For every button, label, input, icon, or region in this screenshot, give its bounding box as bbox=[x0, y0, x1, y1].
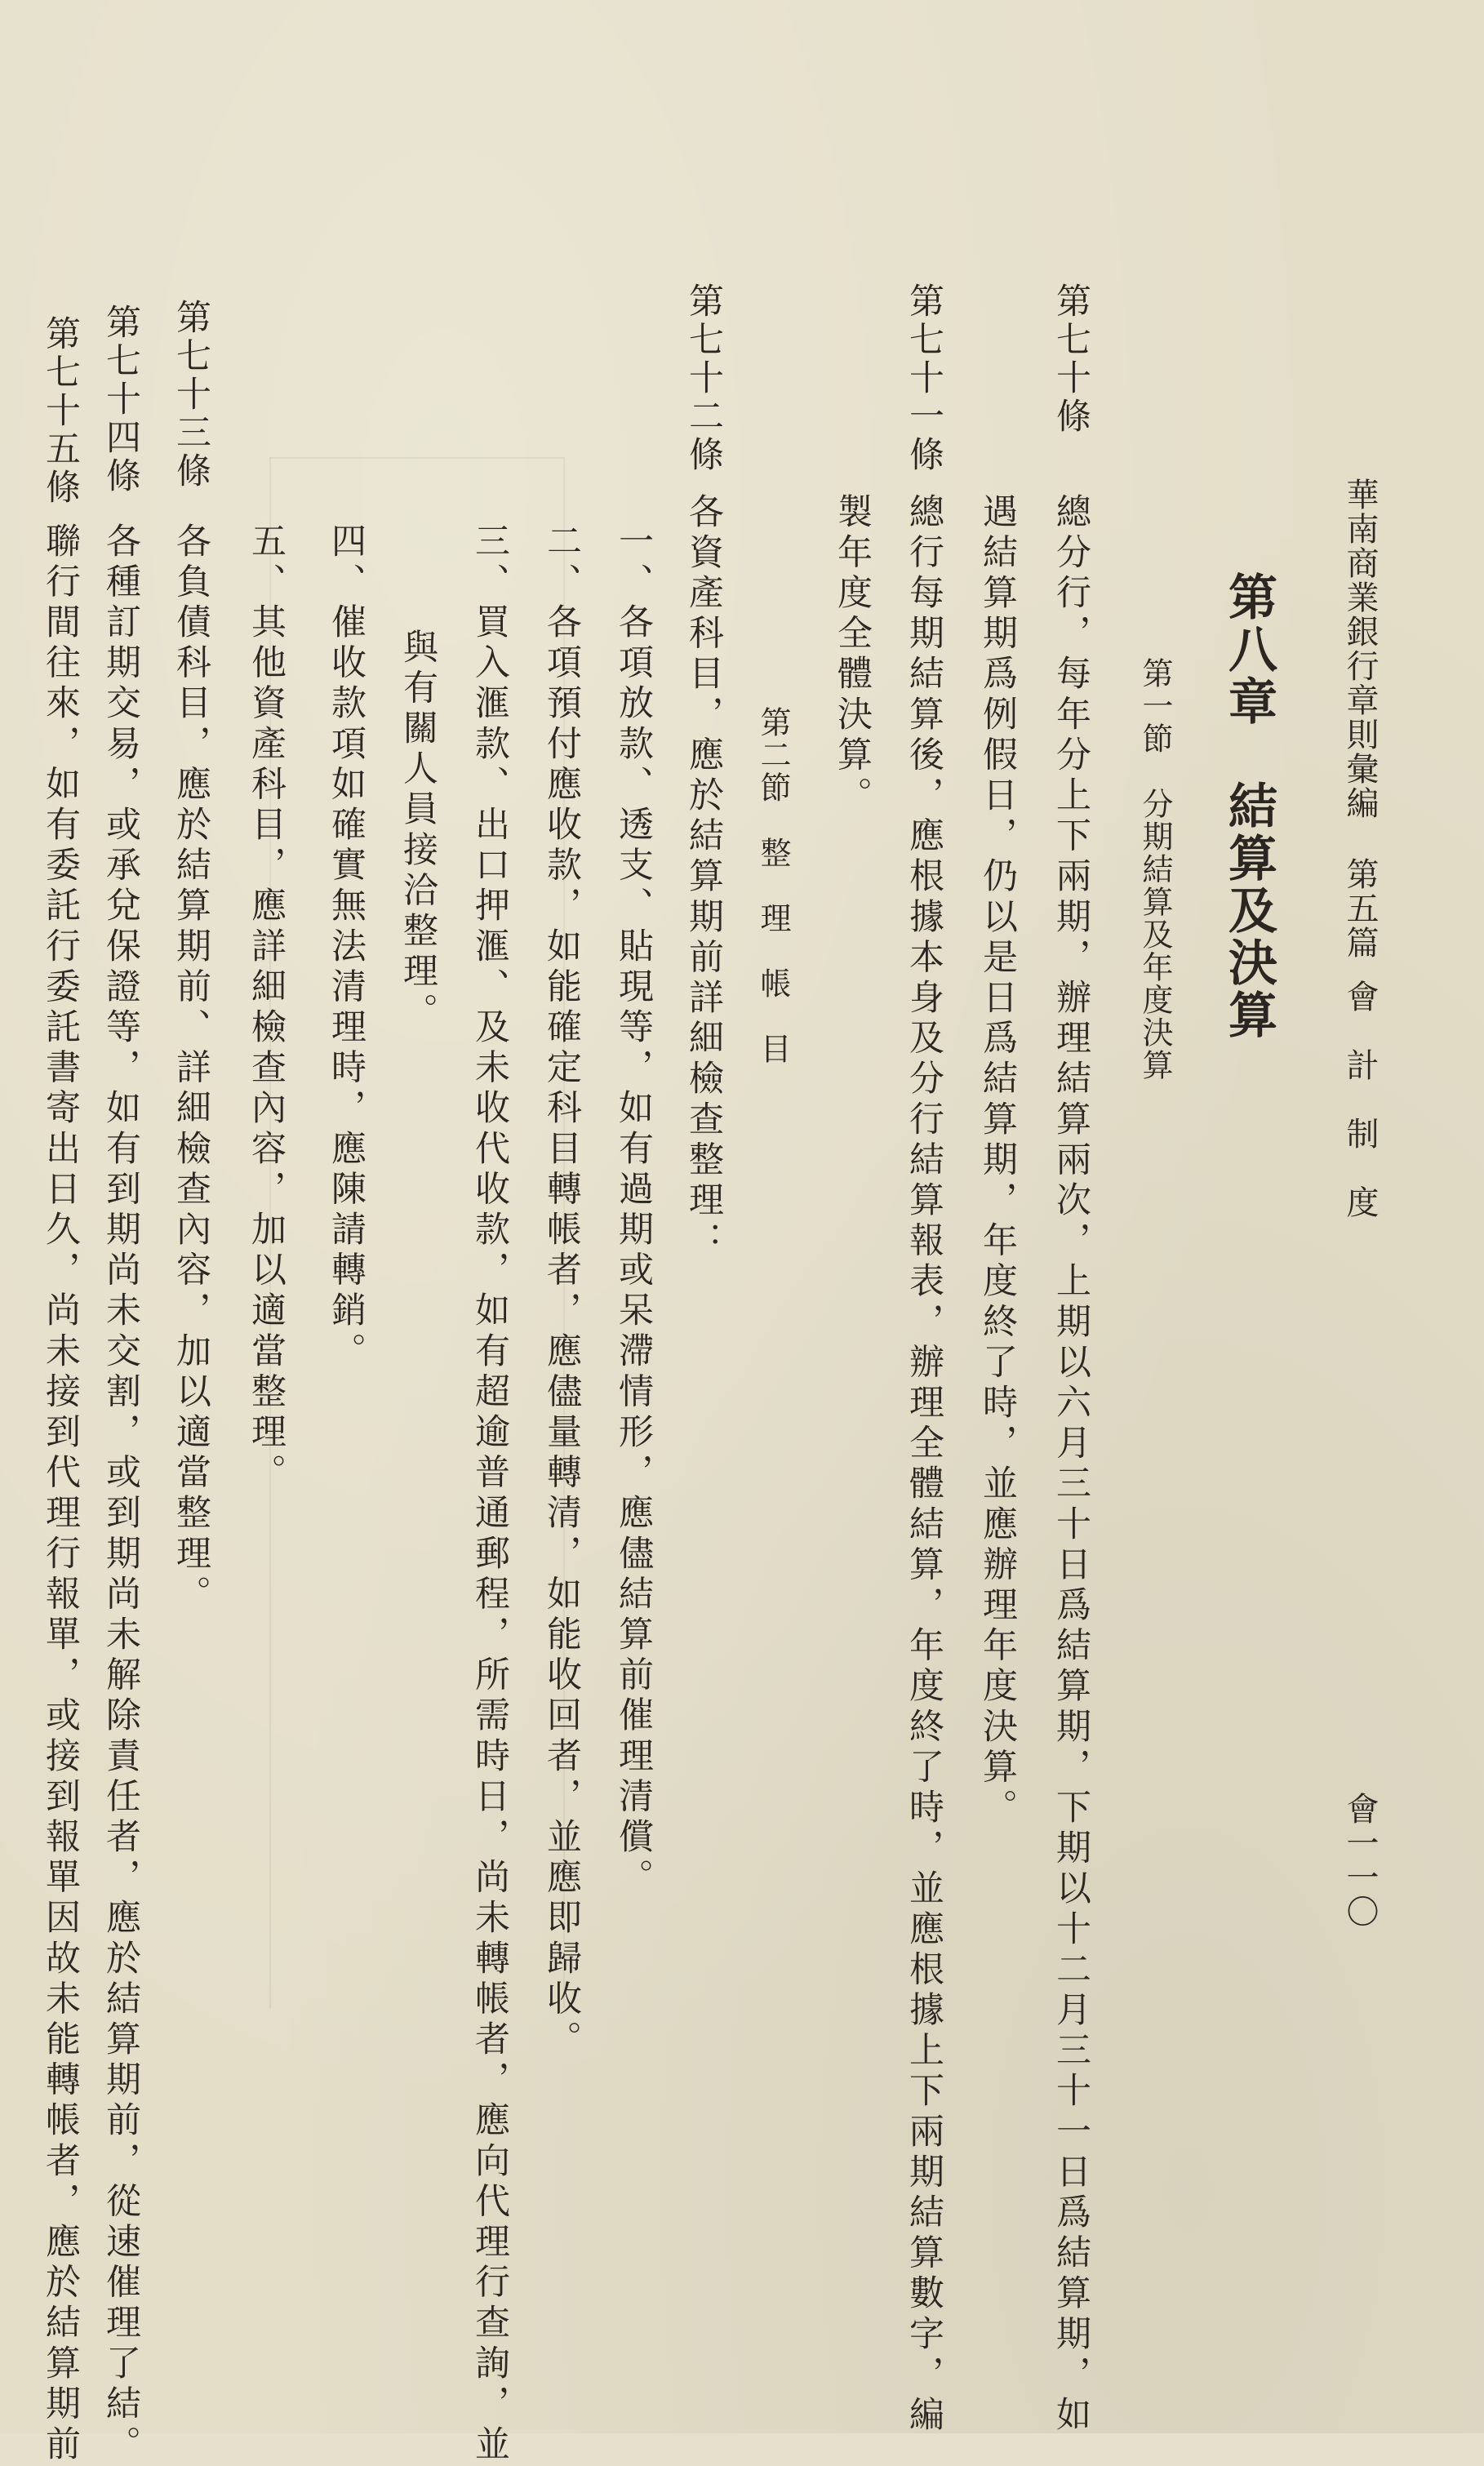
article-75-text: 聯行間往來，如有委託行委託書寄出日久，尚未接到代理行報單，或接到報單因故未能轉帳者，應於結算期前 bbox=[40, 522, 81, 2466]
section-2-title: 第二節 整 理 帳 目 bbox=[755, 706, 791, 1065]
article-74-label: 第七十四條 bbox=[100, 304, 141, 495]
article-72-item-1: 一、各項放款、透支、貼現等，如有過期或呆滯情形，應儘結算前催理清償。 bbox=[613, 522, 654, 1899]
article-71-label: 第七十一條 bbox=[904, 282, 944, 474]
article-72-item-2: 二、各項預付應收款，如能確定科目轉帳者，應儘量轉清，如能收回者，並應即歸收。 bbox=[541, 522, 582, 2061]
article-75-label: 第七十五條 bbox=[40, 315, 81, 507]
article-73-text: 各負債科目，應於結算期前、詳細檢查內容，加以適當整理。 bbox=[171, 522, 211, 1616]
article-72-item-3-continued: 與有關人員接洽整理。 bbox=[398, 629, 438, 1033]
article-72-item-5: 五、其他資產科目，應詳細檢查內容，加以適當整理。 bbox=[246, 522, 287, 1495]
article-72-intro: 各資產科目，應於結算期前詳細檢查整理： bbox=[683, 493, 724, 1263]
part-label: 第五篇 bbox=[1341, 857, 1379, 960]
article-73-label: 第七十三條 bbox=[171, 299, 211, 491]
article-72-label: 第七十二條 bbox=[683, 282, 724, 474]
book-title: 華南商業銀行章則彙編 bbox=[1341, 478, 1379, 820]
article-70-line-1: 總分行，每年分上下兩期，辦理結算兩次，上期以六月三十日爲結算期，下期以十二月三十一日爲結算期，如 bbox=[1051, 493, 1091, 2437]
page-number: 會一一〇 bbox=[1341, 1792, 1379, 1929]
article-72-item-4: 四、催收款項如確實無法清理時，應陳請轉銷。 bbox=[326, 522, 367, 1373]
article-71-line-1: 總行每期結算後，應根據本身及分行結算報表，辦理全體結算，年度終了時，並應根據上下兩期結算數字，編 bbox=[904, 493, 944, 2437]
chapter-title: 第八章 結算及決算 bbox=[1220, 571, 1277, 1042]
article-72-item-3: 三、買入滙款、出口押滙、及未收代收款，如有超逾普通郵程，所需時日，尚未轉帳者，應向代理行查詢，並 bbox=[469, 522, 510, 2466]
section-1-title: 第一節 分期結算及年度決算 bbox=[1137, 657, 1173, 1082]
article-70-label: 第七十條 bbox=[1051, 282, 1091, 436]
article-74-text: 各種訂期交易，或承兌保證等，如有到期尚未交割，或到期尚未解除責任者，應於結算期前，從速催理了結。 bbox=[100, 522, 141, 2466]
part-name: 會 計 制 度 bbox=[1341, 980, 1379, 1220]
scan-guide-line bbox=[269, 457, 563, 459]
article-70-line-2: 遇結算期爲例假日，仍以是日爲結算期，年度終了時，並應辦理年度決算。 bbox=[977, 493, 1018, 1829]
article-71-line-2: 製年度全體決算。 bbox=[832, 493, 873, 817]
